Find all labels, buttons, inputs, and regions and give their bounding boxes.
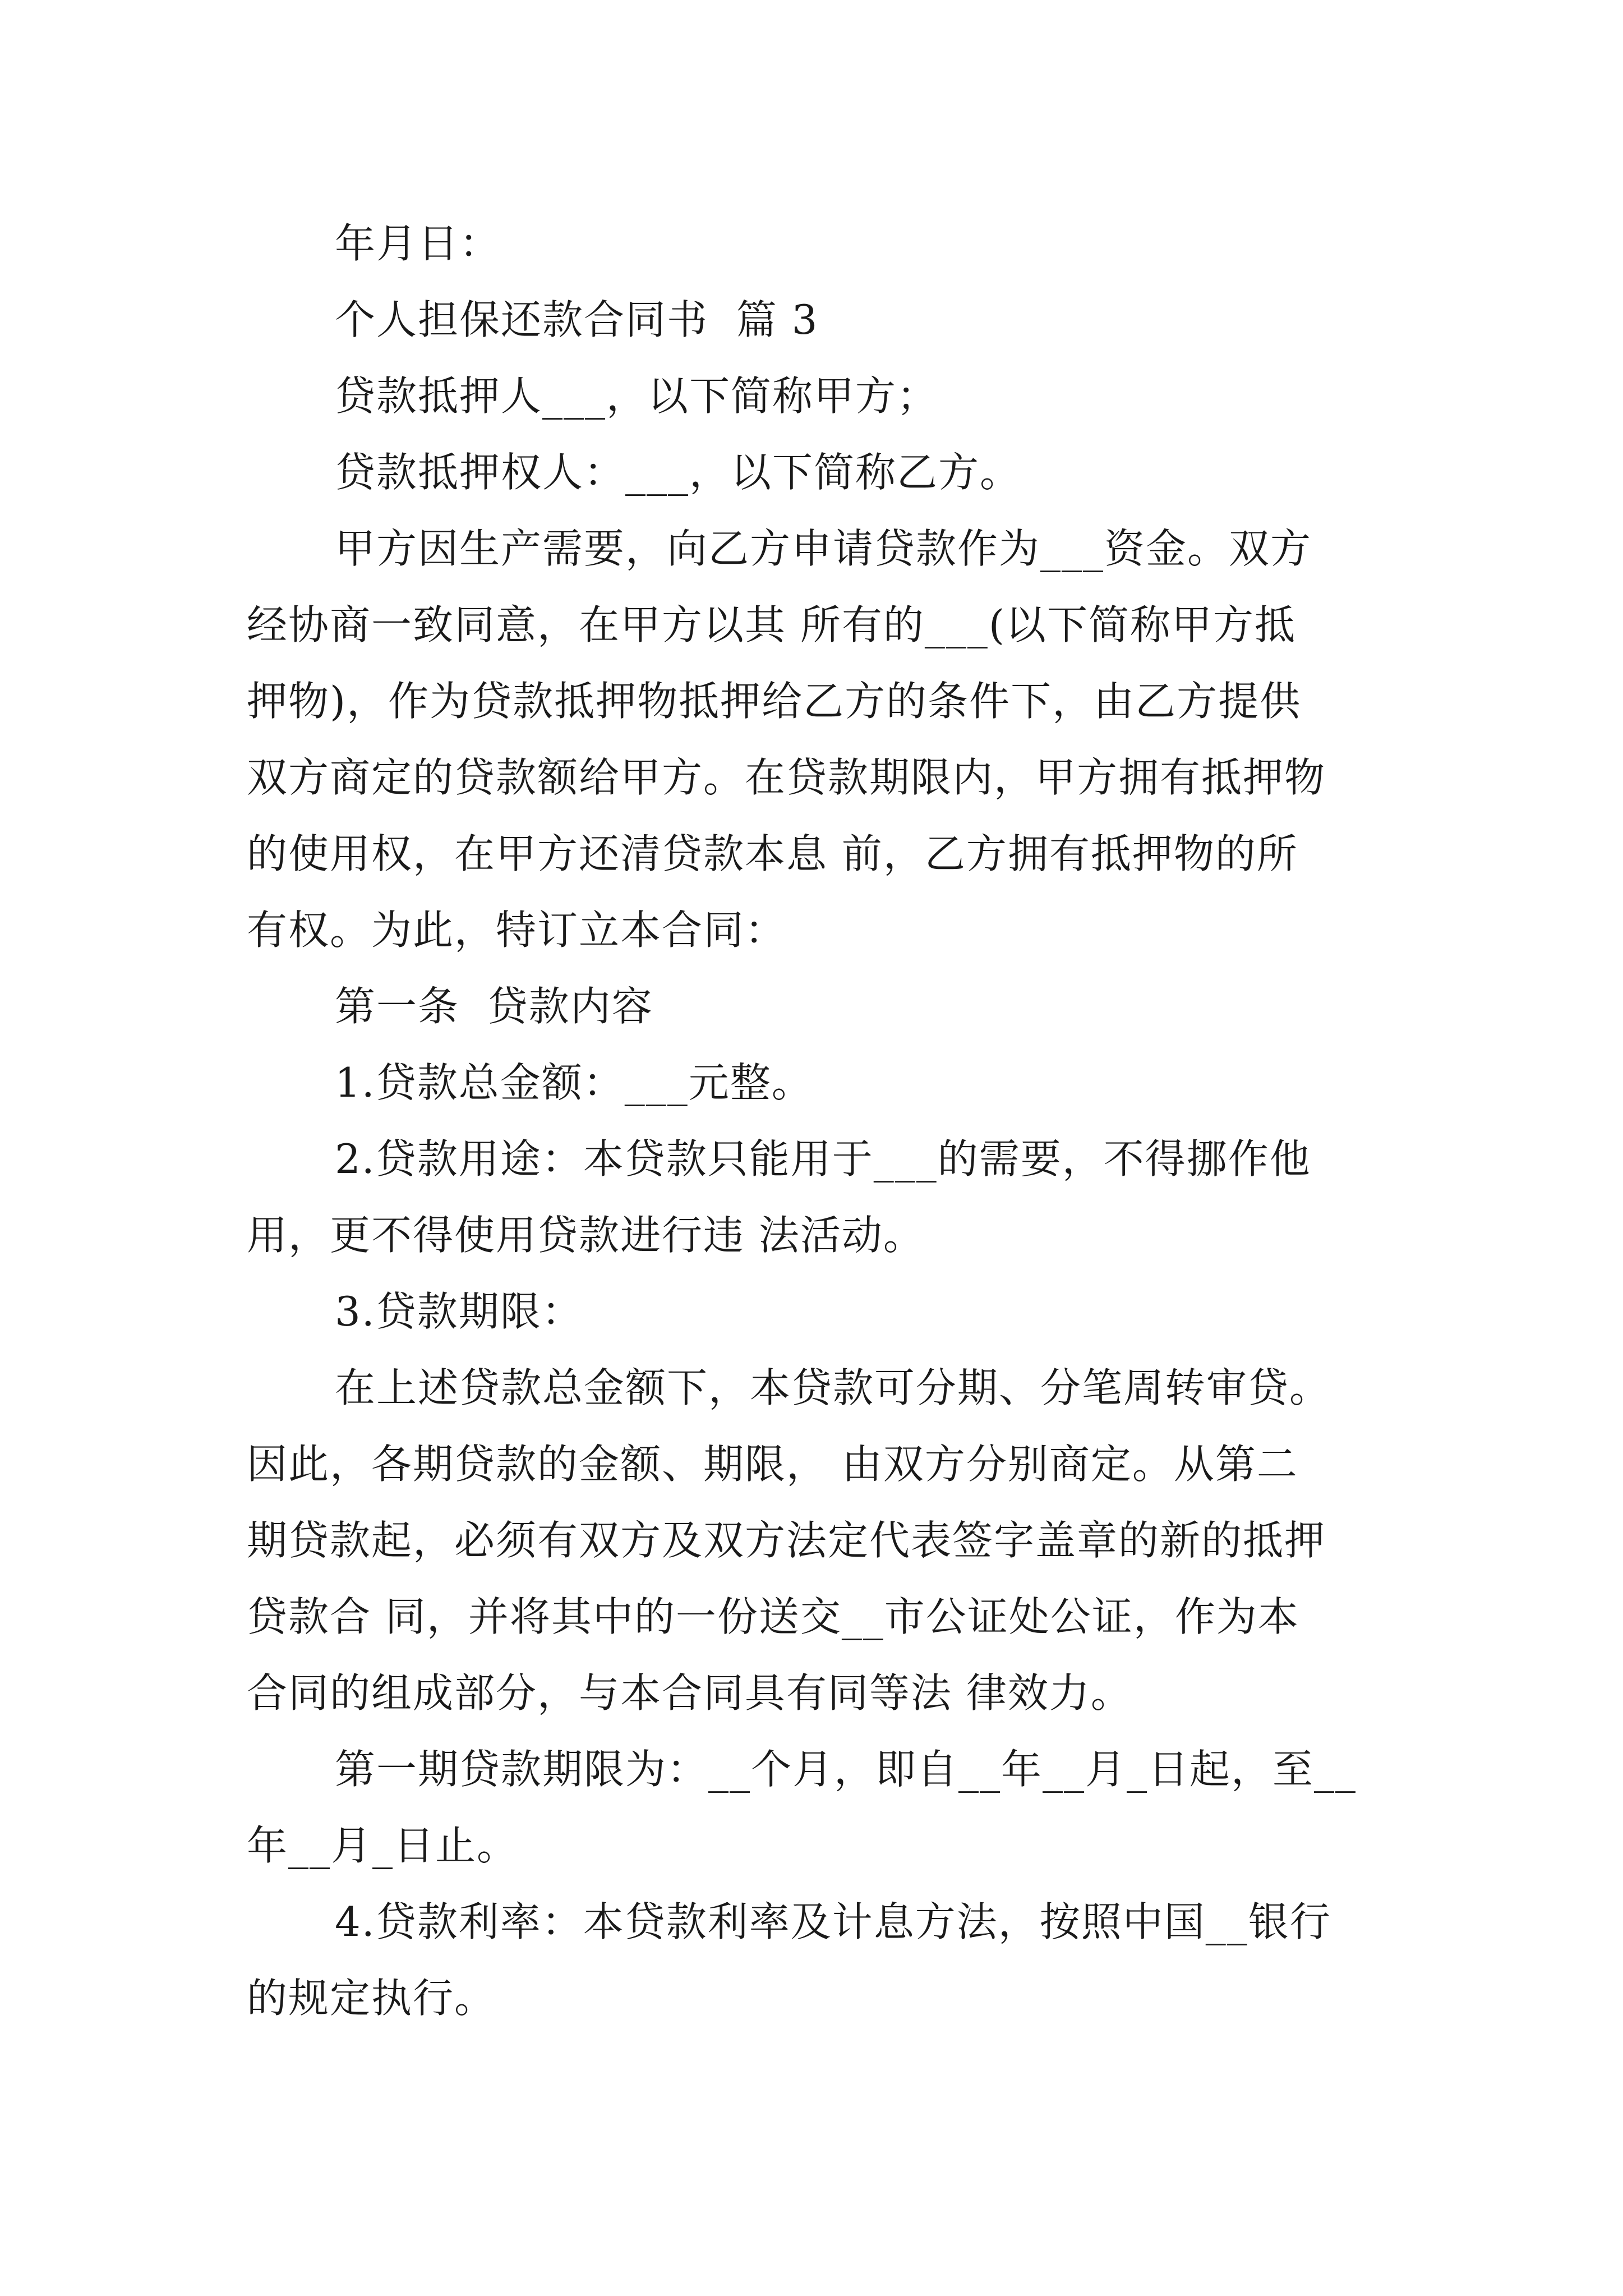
paragraph-line: 在上述贷款总金额下，本贷款可分期、分笔周转审贷。 — [335, 1364, 1331, 1411]
paragraph-line: 经协商一致同意，在甲方以其 所有的___(以下简称甲方抵 — [247, 601, 1296, 648]
party-a-line: 贷款抵押人___，以下简称甲方； — [335, 372, 939, 420]
clause-line: 的规定执行。 — [247, 1975, 496, 2022]
paragraph-line: 年__月_日止。 — [247, 1822, 519, 1869]
paragraph-line: 贷款合 同，并将其中的一份送交__市公证处公证，作为本 — [247, 1593, 1299, 1640]
date-line: 年月日： — [335, 220, 501, 267]
clause-line: 3.贷款期限： — [335, 1288, 583, 1335]
clause-line: 1.贷款总金额：___元整。 — [335, 1059, 813, 1106]
paragraph-line: 第一期贷款期限为：__个月，即自__年__月_日起，至__ — [335, 1746, 1357, 1793]
paragraph-line: 期贷款起，必须有双方及双方法定代表签字盖章的新的抵押 — [247, 1517, 1326, 1564]
paragraph-line: 有权。为此，特订立本合同： — [247, 907, 787, 954]
paragraph-line: 押物)，作为贷款抵押物抵押给乙方的条件下，由乙方提供 — [247, 678, 1302, 725]
clause-line: 2.贷款用途：本贷款只能用于___的需要，不得挪作他 — [335, 1135, 1311, 1182]
paragraph-line: 因此，各期贷款的金额、期限， 由双方分别商定。从第二 — [247, 1441, 1298, 1488]
paragraph-line: 合同的组成部分，与本合同具有同等法 律效力。 — [247, 1669, 1132, 1717]
party-b-line: 贷款抵押权人：___，以下简称乙方。 — [335, 449, 1022, 496]
section-title: 个人担保还款合同书 篇 3 — [335, 296, 819, 343]
clause-line: 用，更不得使用贷款进行违 法活动。 — [247, 1212, 925, 1259]
clause-line: 4.贷款利率：本贷款利率及计息方法，按照中国__银行 — [335, 1898, 1331, 1945]
paragraph-line: 的使用权，在甲方还清贷款本息 前，乙方拥有抵押物的所 — [247, 830, 1298, 877]
article-heading: 第一条 贷款内容 — [335, 983, 653, 1030]
paragraph-line: 双方商定的贷款额给甲方。在贷款期限内，甲方拥有抵押物 — [247, 754, 1326, 801]
paragraph-line: 甲方因生产需要，向乙方申请贷款作为___资金。双方 — [335, 525, 1312, 572]
